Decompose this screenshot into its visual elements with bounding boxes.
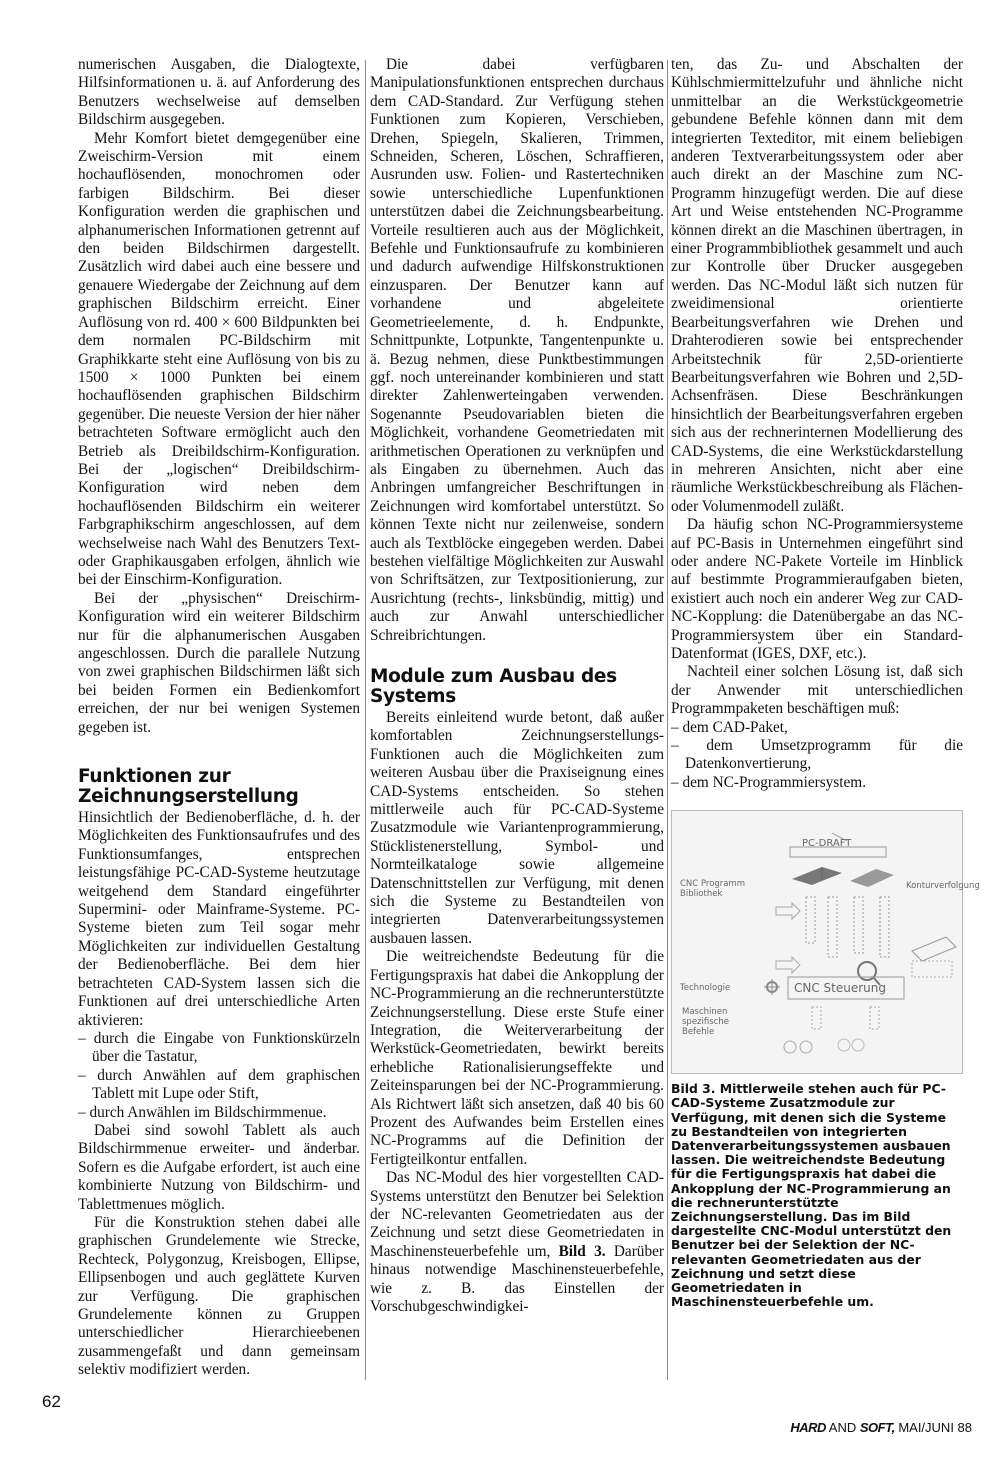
figure-label-technologie: Technologie <box>680 983 731 994</box>
paragraph: ten, das Zu- und Abschalten der Kühlschmiermittelzufuhr und ähnliche nicht unmittelbar an die Werkstückgeometrie gebundene Befehle können dann mit dem integrierten Texteditor, mit einem beliebigen anderen Textverarbeitungssystem oder aber auch direkt an der Maschine zum NC-Programm hinzugefügt werden. Die auf diese Art und Weise entstehenden NC-Programme können direkt an die Maschinen übertragen, in einer Programmbibliothek gesammelt und auch zur Kontrolle über Drucker ausgegeben werden. Das NC-Modul läßt sich nutzen für zweidimensional orientierte Bearbeitungsverfahren wie Drehen und Drahterodieren sowie bei entsprechender Arbeitstechnik für 2,5D-orientierte Bearbeitungsverfahren wie Bohren und 2,5D-Achsenfräsen. Diese Beschränkungen hinsichtlich der Bearbeitungsverfahren ergeben sich aus der rechnerinternen Modellierung des CAD-Systems, die eine Werkstückdarstellung in mehreren Ansichten, nicht aber eine räumliche Werkstückbeschreibung als Flächen- oder Volumenmodell zuläßt. <box>671 56 963 515</box>
footer-soft: SOFT, <box>859 1420 895 1435</box>
section-heading: Funktionen zur Zeichnungserstellung <box>78 766 299 808</box>
column-rule-left <box>365 60 366 1380</box>
paragraph: Die weitreichendste Bedeutung für die Fertigungspraxis hat dabei die Ankopplung der NC-Programmierung an die rechnerunterstützte Zeichnungserstellung. Diese erste Stufe einer Integration, die Weiterverarbeitung der Werkstück-Geometriedaten, bewirkt bereits erhebliche Rationalisierungseffekte und Zeiteinsparungen bei der NC-Programmierung. Als Richtwert läßt sich ansetzen, daß 40 bis 60 Prozent des Aufwandes beim Erstellen eines NC-Programms auf die Definition der Fertigteilkontur entfallen. <box>370 948 664 1168</box>
footer-and: AND <box>828 1420 857 1435</box>
paragraph: Hinsichtlich der Bedienoberfläche, d. h. der Möglichkeiten des Funktionsaufrufes und des Funktionsumfanges, entsprechen leistungsfähige PC-CAD-Systeme heutzutage weitgehend dem Standard eingeführter Supermini- oder Mainframe-Systeme. PC-Systeme bieten zum Teil sogar mehr Möglichkeiten zur individuellen Gestaltung der Bedienoberfläche. Bei dem hier betrachteten CAD-System lassen sich die Funktionen auf drei unterschiedliche Arten aktivieren: <box>78 809 360 1029</box>
page-number: 62 <box>42 1392 61 1411</box>
list-item: – durch Anwählen im Bildschirmmenue. <box>78 1104 360 1122</box>
paragraph: Nachteil einer solchen Lösung ist, daß sich der Anwender mit unterschiedlichen Programmpaketen beschäftigen muß: <box>671 663 963 718</box>
list-item: – dem CAD-Paket, <box>671 719 963 737</box>
list-item: – dem Umsetzprogramm für die Datenkonvertierung, <box>671 737 963 774</box>
paragraph: Mehr Komfort bietet demgegenüber eine Zweischirm-Version mit einem hochauflösenden, monochromen oder farbigen Bildschirm. Bei dieser Konfiguration werden die graphischen und alphanumerischen Informationen getrennt auf den beiden Bildschirmen dargestellt. Zusätzlich wird dabei auch eine bessere und genauere Wiedergabe der Zeichnung auf dem graphischen Bildschirm erreicht. Einer Auflösung von rd. 400 × 600 Bildpunkten bei dem normalen PC-Bildschirm mit Graphikkarte steht eine Auflösung von bis zu 1500 × 1000 Punkten bei einem hochauflösenden graphischen Bildschirm gegenüber. Die neueste Version der hier näher betrachteten Software ermöglicht auch den Betrieb als Dreibildschirm-Konfiguration. Bei der „logischen“ Dreibildschirm-Konfiguration wird neben dem hochauflösenden Bildschirm ein weiterer Farbgraphikschirm angeschlossen, auf dem wechselweise nach Wahl des Benutzers Text- oder Graphikausgaben erfolgen, ähnlich wie bei der Einschirm-Konfiguration. <box>78 129 360 589</box>
column-1 <box>78 56 360 1380</box>
column-3 <box>671 56 980 1310</box>
figure-reference: Bild 3. <box>558 1242 606 1260</box>
figure-cnc-module <box>671 810 980 1074</box>
figure-label-text: Befehle <box>682 1027 715 1038</box>
figure-label-kontur: Konturverfolgung <box>906 881 980 892</box>
paragraph-text: Das NC-Modul des hier vorgestellten CAD-Systems unterstützt den Benutzer bei Selektion der NC-relevanten Geometriedaten aus der Zeichnung und setzt diese Geometriedaten in Maschinensteuerbefehle um, <box>370 1169 664 1260</box>
list-item: – dem NC-Programmiersystem. <box>671 774 963 792</box>
paragraph <box>370 1169 664 1316</box>
paragraph: numerischen Ausgaben, die Dialogtexte, Hilfsinformationen u. ä. auf Anforderung des Benutzers wechselweise auf demselben Bildschirm ausgegeben. <box>78 56 360 129</box>
paragraph: Dabei sind sowohl Tablett als auch Bildschirmmenue erweiter- und änderbar. Sofern es die Aufgabe erfordert, ist auch eine kombinierte Nutzung von Bildschirm- und Tablettmenues möglich. <box>78 1121 360 1213</box>
paragraph: Bereits einleitend wurde betont, daß außer komfortablen Zeichnungserstellungs-Funktionen auch die Möglichkeiten zum weiteren Ausbau über die Praxiseignung eines CAD-Systems entscheiden. So stehen mittlerweile auch für PC-CAD-Systeme Zusatzmodule wie Variantenprogrammierung, Stücklistenerstellung, Symbol- und Normteilkataloge sowie allgemeine Datenschnittstellen zur Verfügung, mit denen sich die Systeme zu Bestandteilen von integrierten Datenverarbeitungssystemen ausbauen lassen. <box>370 709 664 947</box>
figure-label-cnc-library <box>680 879 745 899</box>
footer-hard: HARD <box>790 1420 826 1435</box>
dash-list <box>671 719 963 793</box>
list-item: – durch Anwählen auf dem graphischen Tablett mit Lupe oder Stift, <box>78 1067 360 1104</box>
paragraph: Die dabei verfügbaren Manipulationsfunktionen entsprechen durchaus dem CAD-Standard. Zur Verfügung stehen Funktionen zum Kopieren, Verschieben, Drehen, Spiegeln, Skalieren, Trimmen, Schneiden, Scheren, Löschen, Schraffieren, Ausrunden usw. Folien- und Rastertechniken sowie unterschiedliche Lupenfunktionen unterstützen dabei die Zeichnungsbearbeitung. Vorteile resultieren auch aus der Möglichkeit, Befehle und Funktionsaufrufe zu kombinieren und dadurch aufwendige Hilfskonstruktionen einzusparen. Der Benutzer kann auf vorhandene und abgeleitete Geometrieelemente, d. h. Endpunkte, Schnittpunkte, Lotpunkte, Tangentenpunkte u. ä. Bezug nehmen, diese Punktbestimmungen ggf. noch untereinander kombinieren und statt direkter Zahlenwerteingaben verwenden. Sogenannte Pseudovariablen bieten die Möglichkeit, vorhandene Geometriedaten mit arithmetischen Operationen zu verknüpfen und als Eingaben zu übernehmen. Auch das Anbringen umfangreicher Beschriftungen in Zeichnungen wird komfortabel unterstützt. So können Texte nicht nur zeilenweise, sondern auch als Textblöcke eingegeben werden. Dabei bestehen vielfältige Möglichkeiten zur Auswahl von Schriftsätzen, zur Textpositionierung, zur Ausrichtung (rechts-, linksbündig, mittig) und auch zur Anwahl unterschiedlicher Schreibrichtungen. <box>370 56 664 644</box>
figure-label-pc-draft: PC-DRAFT <box>802 838 852 850</box>
paragraph: Bei der „physischen“ Dreischirm-Konfiguration wird ein weiterer Bildschirm nur für die alphanumerischen Ausgaben angeschlossen. Durch die parallele Nutzung von zwei graphischen Bildschirmen läßt sich bei beiden Formen ein Bedienkomfort erreichen, der nur bei wenigen Systemen gegeben ist. <box>78 589 360 736</box>
column-rule-right <box>667 60 668 1380</box>
figure-label-text: spezifische <box>682 1017 729 1028</box>
figure-label-maschinen <box>682 1007 729 1037</box>
figure-caption: Bild 3. Mittlerweile stehen auch für PC-CAD-Systeme Zusatzmodule zur Verfügung, mit denen sich die Systeme zu Bestandteilen von integrierten Datenverarbeitungssystemen ausbauen lassen. Die weitreichendste Bedeutung für die Fertigungspraxis hat dabei die Ankopplung der NC-Programmierung an die rechnerunterstützte Zeichnungserstellung. Das im Bild dargestellte CNC-Modul unterstützt den Benutzer bei der Selektion der NC-relevanten Geometriedaten aus der Zeichnung und setzt diese Geometriedaten in Maschinensteuerbefehle um. <box>671 1081 952 1310</box>
figure-label-text: Maschinen <box>682 1007 728 1018</box>
figure-label-text: Bibliothek <box>680 889 723 900</box>
figure-label-cnc-steuerung: CNC Steuerung <box>794 981 887 996</box>
column-2 <box>370 56 664 1316</box>
paragraph: Da häufig schon NC-Programmiersysteme auf PC-Basis in Unternehmen eingeführt sind oder andere NC-Pakete Vorteile im Hinblick auf bestimmte Programmieraufgaben bieten, existiert auch noch ein anderer Weg zur CAD-NC-Kopplung: die Datenübergabe an das NC-Programmiersystem über ein Standard-Datenformat (IGES, DXF, etc.). <box>671 516 963 662</box>
list-item: – durch die Eingabe von Funktionskürzeln über die Tastatur, <box>78 1030 360 1067</box>
paragraph-text: Darüber hinaus notwendige Maschinensteuerbefehle, wie z. B. das Einstellen der Vorschubgeschwindigkei- <box>370 1242 664 1315</box>
figure-label-text: CNC Programm <box>680 879 746 890</box>
page-footer <box>790 1420 972 1435</box>
footer-issue: MAI/JUNI 88 <box>898 1420 972 1435</box>
section-heading: Module zum Ausbau des Systems <box>370 666 617 707</box>
dash-list <box>78 1030 360 1122</box>
paragraph: Für die Konstruktion stehen dabei alle graphischen Grundelemente wie Strecke, Rechteck, Polygonzug, Kreisbogen, Ellipse, Ellipsenbogen und auch geglättete Kurven zur Verfügung. Die graphischen Grundelemente können zu Gruppen unterschiedlicher Hierarchieebenen zusammengefaßt und dann gemeinsam selektiv modifiziert werden. <box>78 1213 360 1379</box>
